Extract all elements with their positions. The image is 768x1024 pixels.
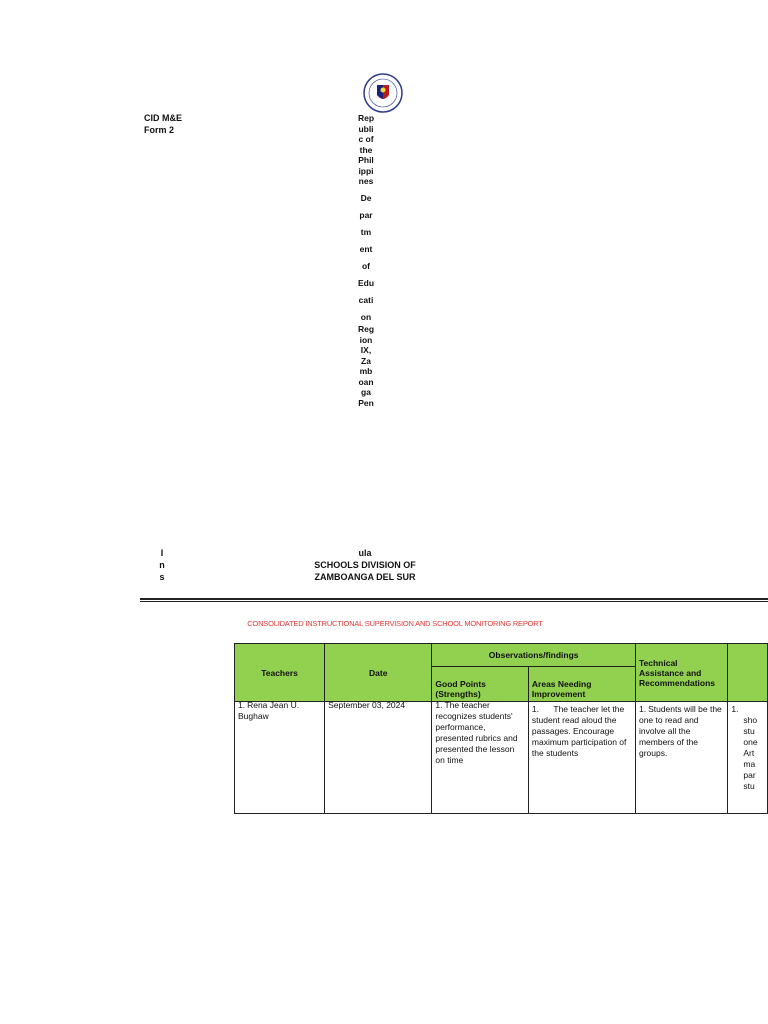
- areas-needing-text: The teacher let the student read aloud the passages. Encourage maximum participation of the students: [531, 704, 627, 758]
- form-id-line: CID M&E: [144, 113, 182, 123]
- ins-stack: [156, 547, 168, 583]
- good-points-text: The teacher recognizes students' performance, presented rubrics and presented the lesson on time: [435, 700, 518, 765]
- cell-technical: [635, 702, 727, 814]
- stack-line: mb: [359, 366, 373, 376]
- stack-line: Pen: [358, 397, 374, 408]
- department-stack: [348, 190, 384, 326]
- stack-line: Reg: [357, 324, 375, 334]
- cell-good-points: [432, 702, 529, 814]
- header-observations: Observations/findings: [432, 644, 636, 667]
- stack-line: ent: [359, 244, 373, 254]
- stack-line: IX,: [360, 345, 372, 355]
- list-number: 1.: [238, 700, 246, 710]
- stack-line: ga: [361, 387, 371, 397]
- header-row: [235, 644, 768, 667]
- header-areas-needing: Areas Needing Improvement: [528, 667, 635, 702]
- cell-areas-needing: [528, 702, 635, 814]
- header-next: [728, 644, 768, 702]
- division-name: [300, 547, 430, 583]
- stack-line: tm: [360, 227, 372, 237]
- stack-line: c of: [358, 134, 374, 144]
- list-number: 1.: [731, 704, 739, 714]
- stack-line: ippi: [358, 165, 374, 176]
- next-fragment-line: par: [743, 770, 756, 780]
- republic-stack: [348, 113, 384, 187]
- list-number: 1.: [531, 704, 539, 714]
- stack-line: Rep: [357, 113, 375, 123]
- cell-date: [325, 702, 432, 814]
- next-fragment-line: Art: [743, 748, 755, 758]
- stack-line: of: [361, 261, 371, 271]
- next-fragment-line: stu: [743, 781, 755, 791]
- header-teachers: Teachers: [235, 644, 325, 702]
- form-id-line: Form 2: [144, 125, 175, 135]
- stack-line: n: [159, 560, 165, 570]
- svg-text:· · · · · · ·: · · · · · · ·: [378, 75, 388, 78]
- next-fragment-line: stu: [743, 726, 755, 736]
- next-fragment-line: one: [743, 737, 758, 747]
- stack-line: s: [159, 572, 165, 582]
- header-rule-thin: [140, 601, 768, 602]
- stack-line: oan: [358, 376, 374, 387]
- technical-text: Students will be the one to read and involve all the members of the groups.: [638, 704, 722, 758]
- stack-line: nes: [358, 176, 374, 186]
- stack-line: I: [160, 548, 164, 558]
- stack-line: on: [360, 312, 372, 322]
- list-number: 1.: [638, 704, 647, 714]
- stack-line: De: [360, 193, 372, 203]
- stack-line: Edu: [357, 278, 375, 288]
- stack-line: ubli: [358, 123, 374, 134]
- stack-line: Za: [361, 355, 371, 366]
- form-id: [144, 112, 204, 136]
- teacher-name: Rena Jean U. Bughaw: [238, 700, 300, 721]
- next-fragment-line: ma: [743, 759, 756, 769]
- stack-line: ion: [359, 334, 373, 345]
- cell-teacher: [235, 702, 325, 814]
- header-date: Date: [325, 644, 432, 702]
- stack-line: Phil: [358, 155, 374, 165]
- cell-next: [728, 702, 768, 814]
- header-good-points: Good Points (Strengths): [432, 667, 529, 702]
- next-fragment-line: sho: [743, 715, 758, 725]
- header-technical: Technical Assistance and Recommendations: [635, 644, 727, 702]
- stack-line: cati: [358, 295, 374, 305]
- stack-line: ula: [358, 548, 372, 558]
- date-value: September 03, 2024: [328, 700, 406, 710]
- report-title: CONSOLIDATED INSTRUCTIONAL SUPERVISION AND SCHOOL MONITORING REPORT: [247, 619, 543, 628]
- table-row: [235, 702, 768, 814]
- list-number: 1.: [435, 700, 443, 710]
- stack-line: par: [359, 210, 373, 220]
- deped-seal-icon: [358, 72, 408, 114]
- region-stack: [348, 324, 384, 408]
- header-rule: [140, 598, 768, 600]
- report-table: [234, 643, 768, 814]
- division-line: ZAMBOANGA DEL SUR: [314, 572, 416, 582]
- stack-line: the: [359, 144, 373, 155]
- division-line: SCHOOLS DIVISION OF: [314, 560, 416, 570]
